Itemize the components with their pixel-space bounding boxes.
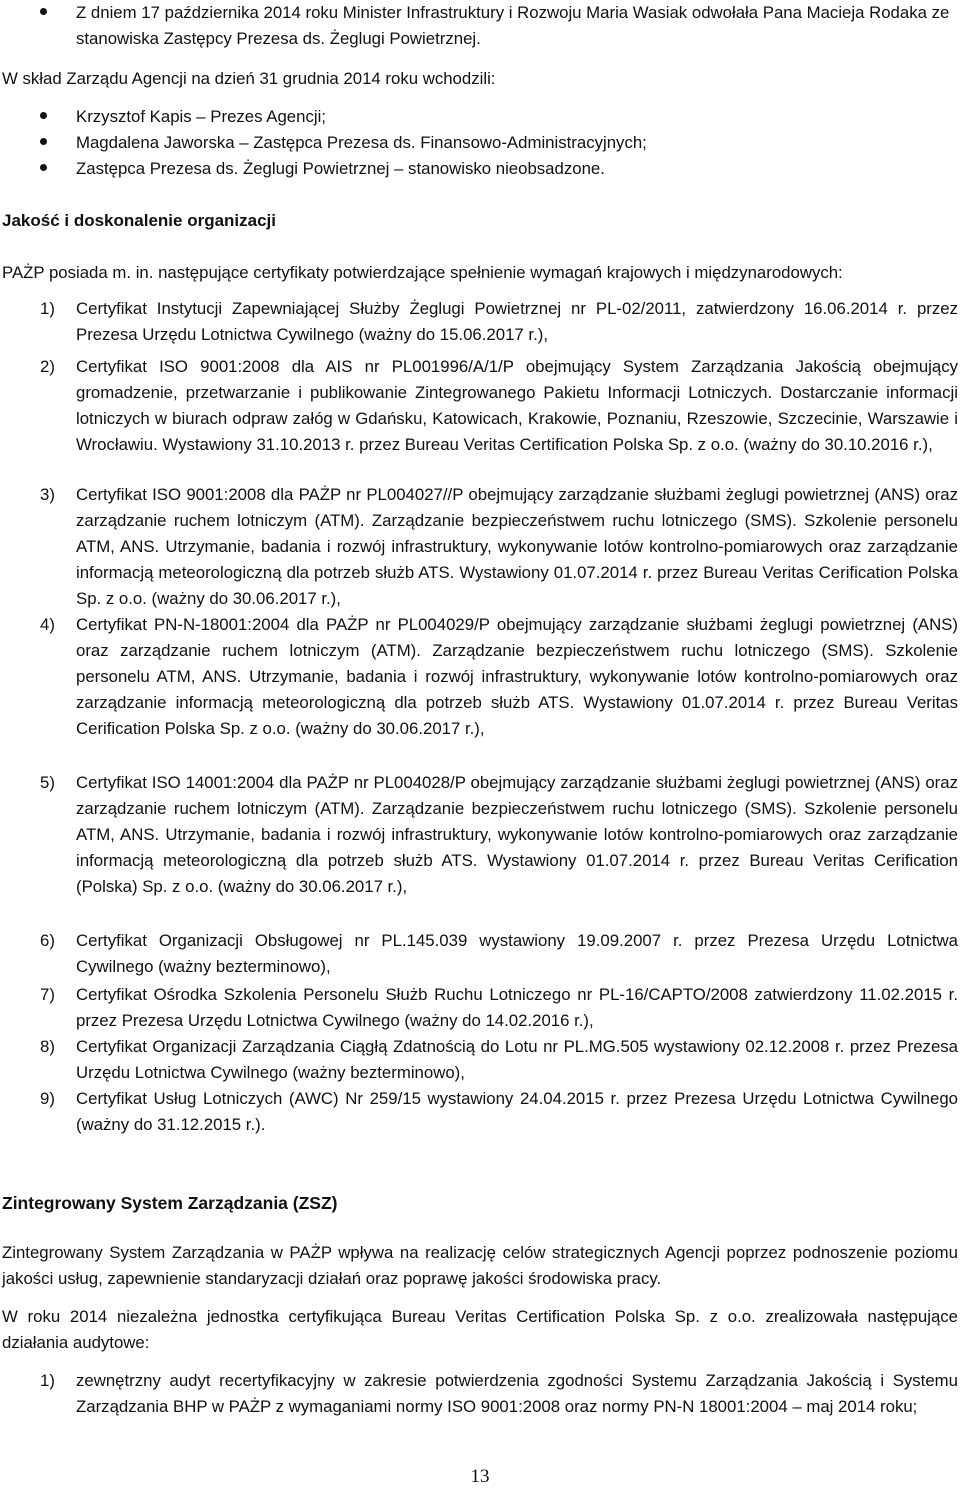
item-text: Certyfikat Instytucji Zapewniającej Służby Żeglugi Powietrznej nr PL-02/2011, zatwierdzony 16.06.2014 r. przez Prezesa Urzędu Lotnictwa Cywilnego (ważny do 15.06.2017 r.),: [76, 299, 958, 344]
item-number: 9): [40, 1089, 55, 1108]
cert-intro: PAŻP posiada m. in. następujące certyfikaty potwierdzające spełnienie wymagań krajowych i międzynarodowych:: [2, 263, 843, 282]
certificate-item: [40, 482, 958, 612]
item-number: 1): [40, 1371, 55, 1390]
item-number: 5): [40, 773, 55, 792]
bullet-item: [40, 156, 955, 182]
section-heading-zsz: Zintegrowany System Zarządzania (ZSZ): [2, 1193, 338, 1213]
certificate-item: [40, 928, 958, 980]
item-number: 7): [40, 985, 55, 1004]
board-member: Zastępca Prezesa ds. Żeglugi Powietrznej – stanowisko nieobsadzone.: [76, 159, 605, 178]
bullet-dot: [40, 164, 47, 171]
item-number: 8): [40, 1037, 55, 1056]
bullet-dot: [40, 112, 47, 119]
certificate-item: [40, 982, 958, 1034]
item-text: Certyfikat ISO 14001:2004 dla PAŻP nr PL004028/P obejmujący zarządzanie służbami żeglugi powietrznej (ANS) oraz zarządzanie ruchem lotniczym (ATM). Zarządzanie bezpieczeństwem ruchu lotniczego (SMS). Szkolenie personelu ATM, ANS. Utrzymanie, badania i rozwój infrastruktury, wykonywanie lotów kontrolno-pomiarowych oraz zarządzanie informacją meteorologiczną dla potrzeb służb ATS. Wystawiony 01.07.2014 r. przez Bureau Veritas Cerification (Polska) Sp. z o.o. (ważny do 30.06.2017 r.),: [76, 773, 958, 896]
board-member: Magdalena Jaworska – Zastępca Prezesa ds. Finansowo-Administracyjnych;: [76, 133, 647, 152]
item-text: Certyfikat ISO 9001:2008 dla AIS nr PL001996/A/1/P obejmujący System Zarządzania Jakością obejmujący gromadzenie, przetwarzanie i publikowanie Zintegrowanego Pakietu Informacji Lotniczych. Dostarczanie informacji lotniczych w biurach odpraw załóg w Gdańsku, Katowicach, Krakowie, Poznaniu, Rzeszowie, Szczecinie, Warszawie i Wrocławiu. Wystawiony 31.10.2013 r. przez Bureau Veritas Certification Polska Sp. z o.o. (ważny do 30.10.2016 r.),: [76, 357, 958, 454]
certificate-item: [40, 1034, 958, 1086]
item-text: Certyfikat Usług Lotniczych (AWC) Nr 259/15 wystawiony 24.04.2015 r. przez Prezesa Urzędu Lotnictwa Cywilnego (ważny do 31.12.2015 r.).: [76, 1089, 958, 1134]
bullet-text: Z dniem 17 października 2014 roku Minister Infrastruktury i Rozwoju Maria Wasiak odwołała Pana Macieja Rodaka ze stanowiska Zastępcy Prezesa ds. Żeglugi Powietrznej.: [76, 3, 950, 48]
item-text: Certyfikat Organizacji Zarządzania Ciągłą Zdatnością do Lotu nr PL.MG.505 wystawiony 02.12.2008 r. przez Prezesa Urzędu Lotnictwa Cywilnego (ważny bezterminowo),: [76, 1037, 958, 1082]
item-text: Certyfikat ISO 9001:2008 dla PAŻP nr PL004027//P obejmujący zarządzanie służbami żeglugi powietrznej (ANS) oraz zarządzanie ruchem lotniczym (ATM). Zarządzanie bezpieczeństwem ruchu lotniczego (SMS). Szkolenie personelu ATM, ANS. Utrzymanie, badania i rozwój infrastruktury, wykonywanie lotów kontrolno-pomiarowych oraz zarządzanie informacją meteorologiczną dla potrzeb służb ATS. Wystawiony 01.07.2014 r. przez Bureau Veritas Cerification Polska Sp. z o.o. (ważny do 30.06.2017 r.),: [76, 485, 958, 608]
board-intro: W skład Zarządu Agencji na dzień 31 grudnia 2014 roku wchodzili:: [2, 69, 496, 88]
bullet-item: [40, 0, 955, 52]
zsz-paragraph: Zintegrowany System Zarządzania w PAŻP wpływa na realizację celów strategicznych Agencji poprzez podnoszenie poziomu jakości usług, zapewnienie standaryzacji działań oraz poprawę jakości środowiska pracy.: [2, 1243, 958, 1288]
certificate-item: [40, 354, 958, 458]
item-text: Certyfikat PN-N-18001:2004 dla PAŻP nr PL004029/P obejmujący zarządzanie służbami żeglugi powietrznej (ANS) oraz zarządzanie ruchem lotniczym (ATM). Zarządzanie bezpieczeństwem ruchu lotniczego (SMS). Szkolenie personelu ATM, ANS. Utrzymanie, badania i rozwój infrastruktury, wykonywanie lotów kontrolno-pomiarowych oraz zarządzanie informacją meteorologiczną dla potrzeb służb ATS. Wystawiony 01.07.2014 r. przez Bureau Veritas Cerification Polska Sp. z o.o. (ważny do 30.06.2017 r.),: [76, 615, 958, 738]
bullet-item: [40, 104, 955, 130]
item-number: 4): [40, 615, 55, 634]
certificate-item: [40, 770, 958, 900]
bullet-dot: [40, 138, 47, 145]
board-member: Krzysztof Kapis – Prezes Agencji;: [76, 107, 326, 126]
certificate-item: [40, 1086, 958, 1138]
page-number: 13: [470, 1466, 490, 1487]
item-text: zewnętrzny audyt recertyfikacyjny w zakresie potwierdzenia zgodności Systemu Zarządzania Jakością i Systemu Zarządzania BHP w PAŻP z wymaganiami normy ISO 9001:2008 oraz normy PN-N 18001:2004 – maj 2014 roku;: [76, 1371, 958, 1416]
item-number: 1): [40, 299, 55, 318]
bullet-dot: [40, 8, 47, 15]
item-number: 6): [40, 931, 55, 950]
item-number: 3): [40, 485, 55, 504]
audit-item: [40, 1368, 958, 1420]
bullet-item: [40, 130, 955, 156]
item-text: Certyfikat Organizacji Obsługowej nr PL.145.039 wystawiony 19.09.2007 r. przez Prezesa Urzędu Lotnictwa Cywilnego (ważny bezterminowo),: [76, 931, 958, 976]
item-number: 2): [40, 357, 55, 376]
section-heading-quality: Jakość i doskonalenie organizacji: [2, 211, 276, 230]
zsz-paragraph: W roku 2014 niezależna jednostka certyfikująca Bureau Veritas Certification Polska Sp. z o.o. zrealizowała następujące działania audytowe:: [2, 1307, 958, 1352]
item-text: Certyfikat Ośrodka Szkolenia Personelu Służb Ruchu Lotniczego nr PL-16/CAPTO/2008 zatwierdzony 11.02.2015 r. przez Prezesa Urzędu Lotnictwa Cywilnego (ważny do 14.02.2016 r.),: [76, 985, 958, 1030]
certificate-item: [40, 612, 958, 742]
certificate-item: [40, 296, 958, 348]
